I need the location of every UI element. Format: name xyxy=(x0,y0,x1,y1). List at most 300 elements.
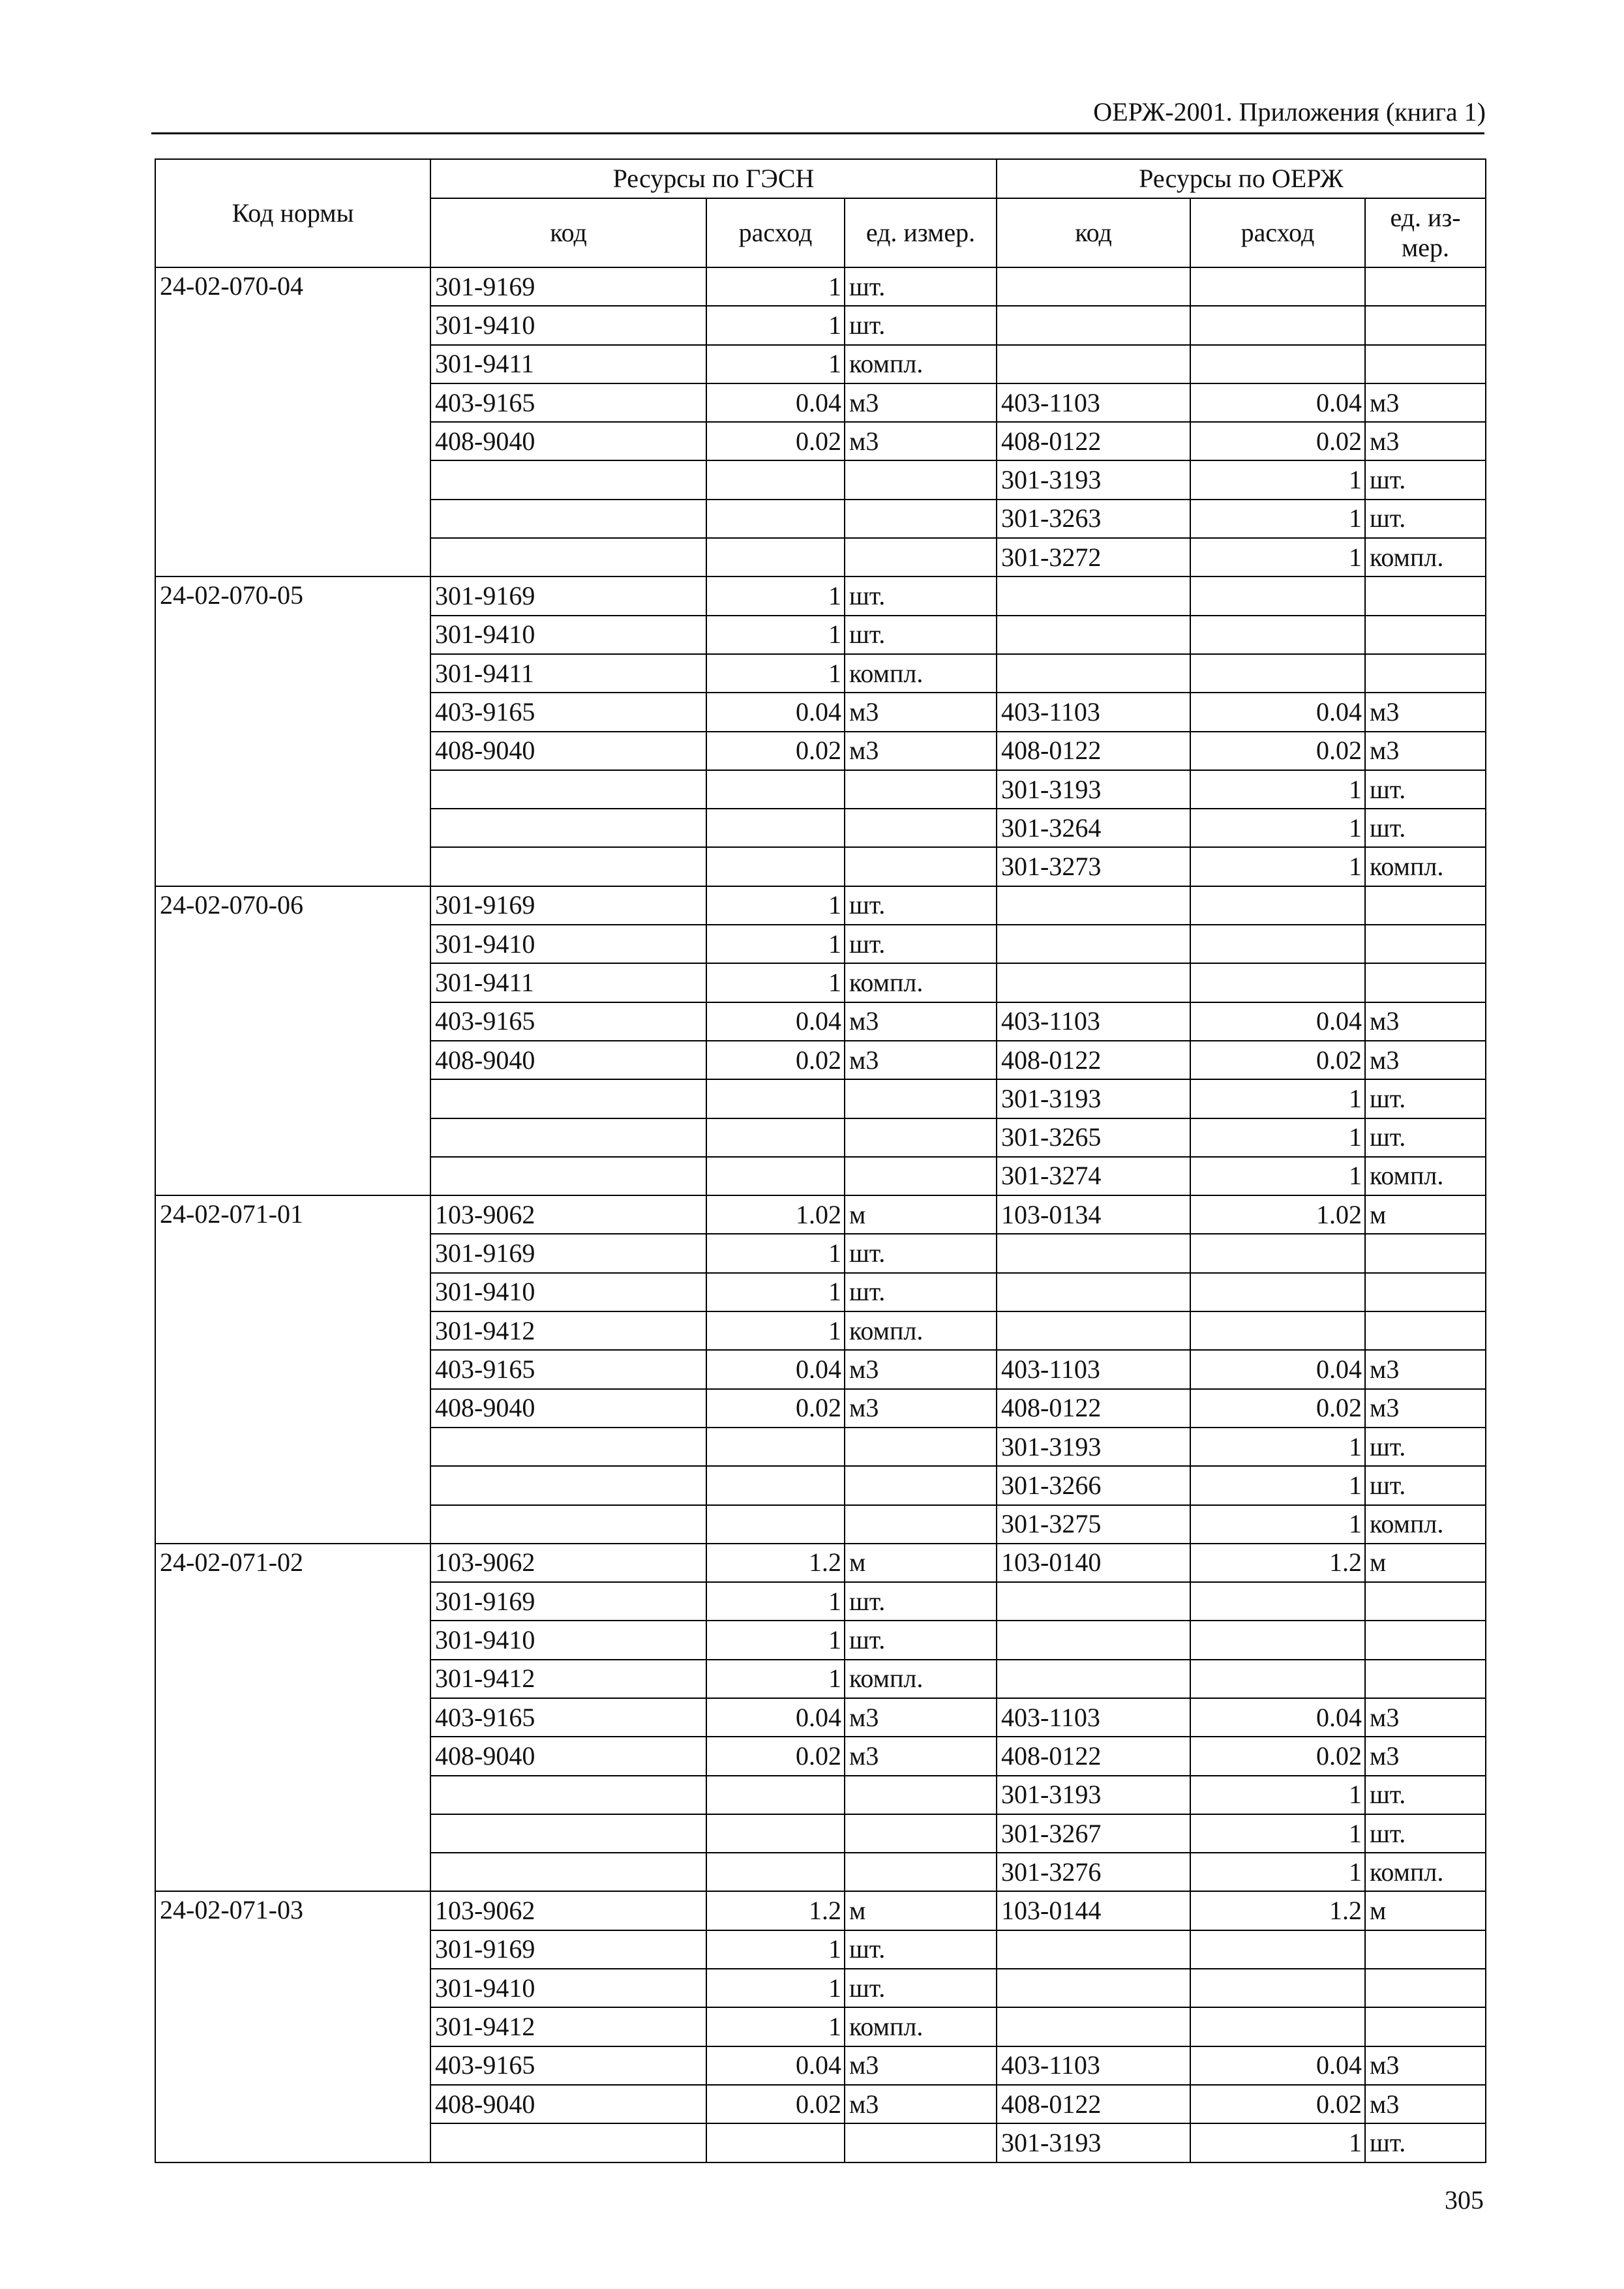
oerzh-unit-cell: м xyxy=(1365,1891,1486,1930)
resources-table-wrapper xyxy=(155,158,1486,2163)
oerzh-qty-cell: 0.02 xyxy=(1190,1389,1365,1428)
gesn-code-cell xyxy=(430,1466,706,1504)
oerzh-unit-cell: шт. xyxy=(1365,500,1486,538)
oerzh-unit-cell: м3 xyxy=(1365,1389,1486,1428)
gesn-code-cell: 301-9169 xyxy=(430,886,706,925)
oerzh-unit-cell: шт. xyxy=(1365,770,1486,809)
oerzh-unit-cell: компл. xyxy=(1365,1157,1486,1195)
oerzh-qty-cell xyxy=(1190,654,1365,693)
gesn-unit-cell: м3 xyxy=(845,1350,997,1388)
gesn-unit-cell: шт. xyxy=(845,1969,997,2007)
gesn-qty-cell xyxy=(706,1428,845,1466)
oerzh-unit-cell: м3 xyxy=(1365,2046,1486,2085)
gesn-code-cell: 103-9062 xyxy=(430,1891,706,1930)
gesn-qty-cell: 1 xyxy=(706,1311,845,1350)
oerzh-code-cell: 301-3265 xyxy=(997,1118,1190,1157)
oerzh-code-cell xyxy=(997,306,1190,344)
gesn-code-cell: 301-9410 xyxy=(430,1621,706,1659)
oerzh-qty-cell: 1.02 xyxy=(1190,1195,1365,1234)
gesn-code-cell xyxy=(430,460,706,499)
gesn-unit-cell: компл. xyxy=(845,1660,997,1698)
oerzh-unit-cell xyxy=(1365,1660,1486,1698)
oerzh-qty-cell xyxy=(1190,886,1365,925)
gesn-unit-cell: м3 xyxy=(845,1002,997,1041)
oerzh-code-cell: 403-1103 xyxy=(997,2046,1190,2085)
gesn-qty-cell: 1 xyxy=(706,616,845,654)
oerzh-qty-cell: 1 xyxy=(1190,1505,1365,1544)
gesn-qty-cell: 1 xyxy=(706,654,845,693)
gesn-qty-cell: 0.02 xyxy=(706,1041,845,1079)
oerzh-unit-cell: м3 xyxy=(1365,1737,1486,1775)
oerzh-code-cell xyxy=(997,1273,1190,1311)
oerzh-code-cell: 301-3264 xyxy=(997,809,1190,847)
oerzh-code-cell xyxy=(997,1582,1190,1621)
oerzh-code-cell: 403-1103 xyxy=(997,1002,1190,1041)
gesn-qty-cell: 0.04 xyxy=(706,2046,845,2085)
gesn-code-cell xyxy=(430,2123,706,2162)
gesn-qty-cell: 1.2 xyxy=(706,1544,845,1582)
oerzh-unit-cell: м3 xyxy=(1365,693,1486,731)
gesn-code-cell: 403-9165 xyxy=(430,383,706,422)
gesn-unit-cell xyxy=(845,1428,997,1466)
gesn-code-cell: 403-9165 xyxy=(430,1698,706,1737)
gesn-code-cell: 301-9412 xyxy=(430,1660,706,1698)
oerzh-qty-cell xyxy=(1190,1969,1365,2007)
gesn-unit-cell: компл. xyxy=(845,1311,997,1350)
header-norm-code: Код нормы xyxy=(155,159,430,267)
oerzh-unit-cell: шт. xyxy=(1365,1466,1486,1504)
oerzh-code-cell xyxy=(997,1234,1190,1272)
oerzh-unit-cell xyxy=(1365,1273,1486,1311)
oerzh-unit-cell: компл. xyxy=(1365,1505,1486,1544)
oerzh-code-cell: 301-3272 xyxy=(997,538,1190,576)
running-header: ОЕРЖ-2001. Приложения (книга 1) xyxy=(1093,97,1486,127)
oerzh-code-cell: 301-3193 xyxy=(997,770,1190,809)
oerzh-code-cell xyxy=(997,886,1190,925)
gesn-unit-cell: шт. xyxy=(845,1234,997,1272)
oerzh-qty-cell: 1 xyxy=(1190,1428,1365,1466)
oerzh-qty-cell xyxy=(1190,1273,1365,1311)
header-gesn-code: код xyxy=(430,198,706,267)
oerzh-code-cell: 103-0140 xyxy=(997,1544,1190,1582)
table-row xyxy=(155,576,1486,615)
gesn-qty-cell xyxy=(706,770,845,809)
oerzh-code-cell: 301-3276 xyxy=(997,1853,1190,1891)
gesn-qty-cell: 1 xyxy=(706,1273,845,1311)
gesn-code-cell: 301-9411 xyxy=(430,345,706,383)
oerzh-code-cell: 403-1103 xyxy=(997,1698,1190,1737)
gesn-unit-cell: шт. xyxy=(845,1621,997,1659)
gesn-unit-cell: м3 xyxy=(845,1389,997,1428)
oerzh-unit-cell xyxy=(1365,306,1486,344)
oerzh-qty-cell xyxy=(1190,1311,1365,1350)
gesn-qty-cell: 1 xyxy=(706,2007,845,2046)
gesn-unit-cell: компл. xyxy=(845,345,997,383)
gesn-qty-cell: 1 xyxy=(706,1660,845,1698)
oerzh-code-cell: 301-3267 xyxy=(997,1814,1190,1853)
norm-code-cell: 24-02-071-03 xyxy=(155,1891,430,2162)
gesn-code-cell: 301-9169 xyxy=(430,267,706,306)
table-row xyxy=(155,1195,1486,1234)
gesn-code-cell: 301-9410 xyxy=(430,1969,706,2007)
gesn-qty-cell: 1 xyxy=(706,306,845,344)
oerzh-qty-cell xyxy=(1190,345,1365,383)
oerzh-code-cell: 408-0122 xyxy=(997,2085,1190,2123)
oerzh-qty-cell xyxy=(1190,1930,1365,1969)
oerzh-code-cell xyxy=(997,1930,1190,1969)
gesn-code-cell xyxy=(430,1814,706,1853)
oerzh-unit-cell: шт. xyxy=(1365,460,1486,499)
gesn-qty-cell: 0.04 xyxy=(706,1350,845,1388)
header-rule xyxy=(151,132,1484,134)
gesn-qty-cell xyxy=(706,2123,845,2162)
gesn-unit-cell: компл. xyxy=(845,2007,997,2046)
gesn-qty-cell xyxy=(706,1466,845,1504)
gesn-qty-cell: 1 xyxy=(706,886,845,925)
gesn-code-cell: 301-9410 xyxy=(430,616,706,654)
header-oerzh-unit: ед. из-мер. xyxy=(1365,198,1486,267)
oerzh-qty-cell: 0.02 xyxy=(1190,422,1365,460)
oerzh-qty-cell: 1 xyxy=(1190,1853,1365,1891)
gesn-unit-cell: м3 xyxy=(845,2085,997,2123)
gesn-qty-cell: 1 xyxy=(706,1621,845,1659)
gesn-code-cell xyxy=(430,770,706,809)
gesn-code-cell xyxy=(430,1118,706,1157)
gesn-qty-cell: 1 xyxy=(706,925,845,963)
gesn-unit-cell xyxy=(845,847,997,886)
gesn-unit-cell: компл. xyxy=(845,654,997,693)
oerzh-qty-cell xyxy=(1190,616,1365,654)
gesn-qty-cell xyxy=(706,1814,845,1853)
gesn-code-cell xyxy=(430,847,706,886)
table-row xyxy=(155,886,1486,925)
gesn-qty-cell: 1.2 xyxy=(706,1891,845,1930)
oerzh-qty-cell xyxy=(1190,1660,1365,1698)
oerzh-unit-cell xyxy=(1365,1930,1486,1969)
gesn-qty-cell: 1 xyxy=(706,576,845,615)
oerzh-unit-cell: м3 xyxy=(1365,1041,1486,1079)
gesn-unit-cell xyxy=(845,809,997,847)
gesn-unit-cell: шт. xyxy=(845,886,997,925)
oerzh-qty-cell: 1 xyxy=(1190,770,1365,809)
oerzh-code-cell xyxy=(997,345,1190,383)
oerzh-code-cell xyxy=(997,925,1190,963)
oerzh-qty-cell: 1 xyxy=(1190,809,1365,847)
oerzh-qty-cell: 1 xyxy=(1190,500,1365,538)
gesn-code-cell xyxy=(430,1428,706,1466)
oerzh-qty-cell: 0.02 xyxy=(1190,732,1365,770)
oerzh-code-cell: 301-3266 xyxy=(997,1466,1190,1504)
oerzh-code-cell: 301-3193 xyxy=(997,1428,1190,1466)
gesn-code-cell: 408-9040 xyxy=(430,732,706,770)
norm-code-cell: 24-02-071-01 xyxy=(155,1195,430,1544)
gesn-unit-cell: м3 xyxy=(845,422,997,460)
oerzh-unit-cell: м3 xyxy=(1365,1698,1486,1737)
oerzh-qty-cell: 1 xyxy=(1190,460,1365,499)
oerzh-unit-cell xyxy=(1365,616,1486,654)
gesn-qty-cell: 1 xyxy=(706,963,845,1002)
gesn-qty-cell: 0.04 xyxy=(706,1002,845,1041)
gesn-unit-cell: м xyxy=(845,1544,997,1582)
gesn-unit-cell: шт. xyxy=(845,1582,997,1621)
norm-code-cell: 24-02-071-02 xyxy=(155,1544,430,1892)
gesn-qty-cell: 1 xyxy=(706,345,845,383)
gesn-qty-cell xyxy=(706,1157,845,1195)
oerzh-qty-cell xyxy=(1190,1234,1365,1272)
oerzh-code-cell: 301-3274 xyxy=(997,1157,1190,1195)
gesn-unit-cell: шт. xyxy=(845,306,997,344)
gesn-qty-cell xyxy=(706,1079,845,1118)
gesn-code-cell: 403-9165 xyxy=(430,2046,706,2085)
oerzh-code-cell xyxy=(997,1311,1190,1350)
gesn-qty-cell: 0.02 xyxy=(706,2085,845,2123)
oerzh-qty-cell: 0.02 xyxy=(1190,1041,1365,1079)
gesn-qty-cell: 1 xyxy=(706,1969,845,2007)
oerzh-qty-cell: 1 xyxy=(1190,1814,1365,1853)
gesn-unit-cell: м3 xyxy=(845,2046,997,2085)
gesn-code-cell: 408-9040 xyxy=(430,422,706,460)
gesn-unit-cell: шт. xyxy=(845,1273,997,1311)
gesn-unit-cell xyxy=(845,500,997,538)
gesn-unit-cell: м3 xyxy=(845,693,997,731)
gesn-qty-cell: 0.04 xyxy=(706,1698,845,1737)
oerzh-unit-cell: шт. xyxy=(1365,1776,1486,1814)
oerzh-code-cell: 408-0122 xyxy=(997,732,1190,770)
oerzh-code-cell xyxy=(997,2007,1190,2046)
gesn-qty-cell: 0.04 xyxy=(706,383,845,422)
gesn-unit-cell: шт. xyxy=(845,576,997,615)
gesn-unit-cell: м3 xyxy=(845,732,997,770)
table-body xyxy=(155,267,1486,2162)
gesn-unit-cell: компл. xyxy=(845,963,997,1002)
gesn-code-cell: 301-9412 xyxy=(430,2007,706,2046)
oerzh-code-cell xyxy=(997,267,1190,306)
gesn-code-cell: 301-9410 xyxy=(430,1273,706,1311)
gesn-qty-cell xyxy=(706,1505,845,1544)
oerzh-unit-cell xyxy=(1365,1311,1486,1350)
oerzh-code-cell xyxy=(997,576,1190,615)
oerzh-code-cell xyxy=(997,616,1190,654)
oerzh-qty-cell: 0.04 xyxy=(1190,383,1365,422)
gesn-code-cell xyxy=(430,538,706,576)
gesn-code-cell: 301-9412 xyxy=(430,1311,706,1350)
table-row xyxy=(155,1891,1486,1930)
oerzh-qty-cell: 1 xyxy=(1190,1079,1365,1118)
oerzh-code-cell: 408-0122 xyxy=(997,1737,1190,1775)
oerzh-qty-cell xyxy=(1190,2007,1365,2046)
gesn-code-cell: 301-9169 xyxy=(430,1582,706,1621)
gesn-code-cell xyxy=(430,1079,706,1118)
oerzh-unit-cell xyxy=(1365,1621,1486,1659)
gesn-qty-cell xyxy=(706,460,845,499)
gesn-unit-cell xyxy=(845,1079,997,1118)
gesn-code-cell: 103-9062 xyxy=(430,1195,706,1234)
gesn-code-cell: 301-9410 xyxy=(430,306,706,344)
oerzh-unit-cell xyxy=(1365,1234,1486,1272)
gesn-unit-cell: м xyxy=(845,1891,997,1930)
page-number: 305 xyxy=(1445,2185,1484,2215)
gesn-code-cell: 408-9040 xyxy=(430,1389,706,1428)
gesn-unit-cell: м3 xyxy=(845,1698,997,1737)
oerzh-unit-cell xyxy=(1365,1969,1486,2007)
oerzh-qty-cell xyxy=(1190,267,1365,306)
gesn-code-cell: 403-9165 xyxy=(430,1350,706,1388)
gesn-unit-cell xyxy=(845,1466,997,1504)
gesn-unit-cell xyxy=(845,1505,997,1544)
gesn-code-cell: 408-9040 xyxy=(430,1041,706,1079)
gesn-code-cell: 301-9410 xyxy=(430,925,706,963)
oerzh-qty-cell xyxy=(1190,925,1365,963)
header-gesn-resources: Ресурсы по ГЭСН xyxy=(430,159,997,198)
oerzh-qty-cell: 1 xyxy=(1190,1466,1365,1504)
oerzh-unit-cell xyxy=(1365,1582,1486,1621)
gesn-qty-cell xyxy=(706,1853,845,1891)
oerzh-unit-cell: м3 xyxy=(1365,422,1486,460)
oerzh-code-cell: 301-3193 xyxy=(997,1776,1190,1814)
oerzh-qty-cell: 0.02 xyxy=(1190,2085,1365,2123)
oerzh-code-cell: 103-0134 xyxy=(997,1195,1190,1234)
oerzh-code-cell xyxy=(997,654,1190,693)
gesn-unit-cell xyxy=(845,538,997,576)
gesn-unit-cell: м xyxy=(845,1195,997,1234)
oerzh-qty-cell: 0.04 xyxy=(1190,2046,1365,2085)
oerzh-qty-cell: 1 xyxy=(1190,2123,1365,2162)
gesn-code-cell: 301-9169 xyxy=(430,1930,706,1969)
header-gesn-unit: ед. измер. xyxy=(845,198,997,267)
oerzh-qty-cell: 1 xyxy=(1190,847,1365,886)
table-row xyxy=(155,1544,1486,1582)
gesn-unit-cell xyxy=(845,1814,997,1853)
oerzh-code-cell: 403-1103 xyxy=(997,1350,1190,1388)
oerzh-qty-cell: 0.04 xyxy=(1190,1698,1365,1737)
header-oerzh-code: код xyxy=(997,198,1190,267)
gesn-unit-cell xyxy=(845,1118,997,1157)
oerzh-unit-cell: компл. xyxy=(1365,538,1486,576)
oerzh-code-cell xyxy=(997,1660,1190,1698)
gesn-unit-cell: шт. xyxy=(845,267,997,306)
oerzh-qty-cell xyxy=(1190,306,1365,344)
header-oerzh-resources: Ресурсы по ОЕРЖ xyxy=(997,159,1486,198)
gesn-qty-cell xyxy=(706,1118,845,1157)
oerzh-unit-cell xyxy=(1365,925,1486,963)
oerzh-code-cell xyxy=(997,963,1190,1002)
oerzh-code-cell: 403-1103 xyxy=(997,693,1190,731)
oerzh-unit-cell: м xyxy=(1365,1195,1486,1234)
oerzh-qty-cell: 0.04 xyxy=(1190,1002,1365,1041)
resources-table xyxy=(155,158,1486,2163)
oerzh-unit-cell: шт. xyxy=(1365,1428,1486,1466)
oerzh-qty-cell xyxy=(1190,1621,1365,1659)
gesn-qty-cell: 1 xyxy=(706,1234,845,1272)
oerzh-qty-cell: 1.2 xyxy=(1190,1544,1365,1582)
gesn-code-cell xyxy=(430,1853,706,1891)
gesn-code-cell: 403-9165 xyxy=(430,693,706,731)
oerzh-unit-cell: м3 xyxy=(1365,2085,1486,2123)
gesn-qty-cell xyxy=(706,500,845,538)
oerzh-unit-cell: шт. xyxy=(1365,1118,1486,1157)
gesn-qty-cell: 0.04 xyxy=(706,693,845,731)
gesn-qty-cell xyxy=(706,809,845,847)
oerzh-code-cell: 403-1103 xyxy=(997,383,1190,422)
oerzh-qty-cell: 1 xyxy=(1190,1157,1365,1195)
oerzh-qty-cell: 1 xyxy=(1190,538,1365,576)
oerzh-unit-cell xyxy=(1365,267,1486,306)
oerzh-qty-cell: 0.02 xyxy=(1190,1737,1365,1775)
oerzh-code-cell: 301-3193 xyxy=(997,1079,1190,1118)
header-oerzh-qty: расход xyxy=(1190,198,1365,267)
gesn-unit-cell: шт. xyxy=(845,616,997,654)
oerzh-unit-cell xyxy=(1365,576,1486,615)
oerzh-unit-cell: шт. xyxy=(1365,809,1486,847)
oerzh-unit-cell xyxy=(1365,886,1486,925)
oerzh-code-cell xyxy=(997,1621,1190,1659)
gesn-unit-cell: шт. xyxy=(845,925,997,963)
oerzh-code-cell: 408-0122 xyxy=(997,1041,1190,1079)
oerzh-qty-cell xyxy=(1190,963,1365,1002)
table-header-row xyxy=(155,159,1486,198)
gesn-unit-cell: шт. xyxy=(845,1930,997,1969)
oerzh-unit-cell xyxy=(1365,654,1486,693)
oerzh-code-cell: 301-3273 xyxy=(997,847,1190,886)
norm-code-cell: 24-02-070-04 xyxy=(155,267,430,576)
oerzh-qty-cell: 1.2 xyxy=(1190,1891,1365,1930)
table-row xyxy=(155,267,1486,306)
gesn-qty-cell: 1 xyxy=(706,1582,845,1621)
gesn-code-cell: 301-9169 xyxy=(430,576,706,615)
gesn-code-cell xyxy=(430,809,706,847)
oerzh-code-cell: 301-3193 xyxy=(997,2123,1190,2162)
gesn-code-cell: 403-9165 xyxy=(430,1002,706,1041)
gesn-unit-cell xyxy=(845,770,997,809)
oerzh-unit-cell: м3 xyxy=(1365,1002,1486,1041)
gesn-unit-cell xyxy=(845,1776,997,1814)
gesn-unit-cell xyxy=(845,2123,997,2162)
gesn-code-cell xyxy=(430,1157,706,1195)
oerzh-code-cell: 408-0122 xyxy=(997,1389,1190,1428)
oerzh-unit-cell: м3 xyxy=(1365,383,1486,422)
gesn-qty-cell xyxy=(706,847,845,886)
oerzh-unit-cell xyxy=(1365,963,1486,1002)
oerzh-unit-cell: компл. xyxy=(1365,847,1486,886)
gesn-qty-cell xyxy=(706,1776,845,1814)
gesn-qty-cell: 0.02 xyxy=(706,1737,845,1775)
gesn-qty-cell: 1 xyxy=(706,267,845,306)
gesn-code-cell xyxy=(430,1505,706,1544)
gesn-unit-cell: м3 xyxy=(845,1737,997,1775)
gesn-unit-cell: м3 xyxy=(845,1041,997,1079)
gesn-code-cell xyxy=(430,500,706,538)
oerzh-qty-cell xyxy=(1190,1582,1365,1621)
oerzh-code-cell xyxy=(997,1969,1190,2007)
gesn-code-cell: 301-9411 xyxy=(430,963,706,1002)
oerzh-code-cell: 301-3263 xyxy=(997,500,1190,538)
oerzh-unit-cell xyxy=(1365,345,1486,383)
oerzh-qty-cell xyxy=(1190,576,1365,615)
gesn-qty-cell: 0.02 xyxy=(706,732,845,770)
oerzh-unit-cell: м3 xyxy=(1365,1350,1486,1388)
header-gesn-qty: расход xyxy=(706,198,845,267)
gesn-code-cell: 408-9040 xyxy=(430,2085,706,2123)
gesn-code-cell: 301-9169 xyxy=(430,1234,706,1272)
gesn-qty-cell: 1.02 xyxy=(706,1195,845,1234)
oerzh-unit-cell: шт. xyxy=(1365,1814,1486,1853)
gesn-unit-cell xyxy=(845,1853,997,1891)
oerzh-unit-cell xyxy=(1365,2007,1486,2046)
gesn-unit-cell: м3 xyxy=(845,383,997,422)
oerzh-unit-cell: м xyxy=(1365,1544,1486,1582)
gesn-code-cell: 301-9411 xyxy=(430,654,706,693)
gesn-code-cell xyxy=(430,1776,706,1814)
